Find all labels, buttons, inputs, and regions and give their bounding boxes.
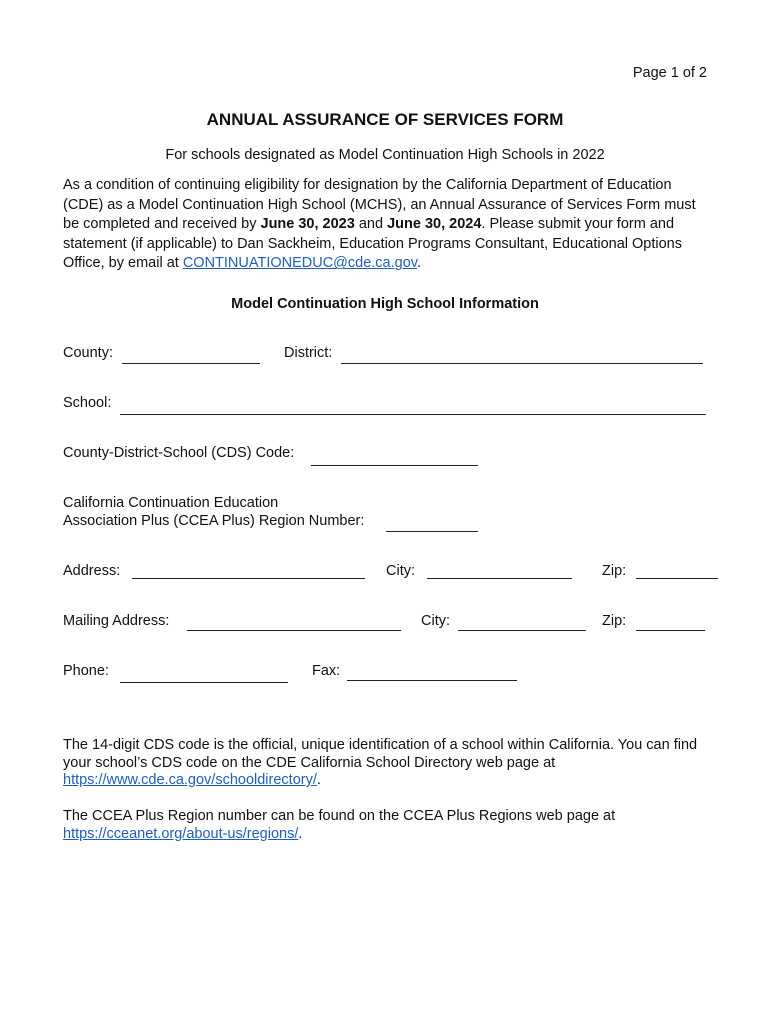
district-label: District:: [284, 345, 333, 361]
address-field[interactable]: [132, 578, 365, 579]
fax-field[interactable]: [347, 680, 517, 681]
section-title: Model Continuation High School Information: [231, 296, 539, 312]
school-label: School:: [63, 395, 112, 411]
page-indicator: Page 1 of 2: [632, 65, 707, 81]
phone-field[interactable]: [120, 682, 288, 683]
cds-code-note: [63, 737, 713, 790]
ccea-region-field[interactable]: [386, 531, 478, 532]
county-field[interactable]: [122, 363, 260, 364]
county-label: County:: [63, 345, 113, 361]
city-field[interactable]: [427, 578, 572, 579]
ccea-regions-link[interactable]: https://cceanet.org/about-us/regions/: [63, 825, 299, 842]
fax-label: Fax:: [312, 663, 341, 679]
cds-note-end: .: [316, 772, 321, 788]
intro-text-4: .: [416, 255, 421, 272]
mailing-zip-label: Zip:: [602, 613, 627, 629]
ccea-note-text: The CCEA Plus Region number can be found on the CCEA Plus Regions web page at: [63, 808, 616, 824]
district-field[interactable]: [341, 363, 703, 364]
school-field[interactable]: [120, 414, 706, 415]
ccea-note-end: .: [298, 825, 303, 842]
cds-code-label: County-District-School (CDS) Code:: [63, 445, 295, 461]
ccea-region-note: [63, 808, 713, 843]
intro-text-3: . Please submit your form and statement (if applicable) to Dan Sackheim, Education Programs Consultant, Educational Options Office, by email at: [63, 216, 682, 272]
zip-field[interactable]: [636, 578, 718, 579]
form-title: ANNUAL ASSURANCE OF SERVICES FORM: [206, 110, 564, 129]
cds-note-text: The 14-digit CDS code is the official, unique identification of a school within California. You can find your school’s CDS code on the CDE California School Directory web page at: [63, 737, 698, 771]
deadline-date-2: June 30, 2024: [387, 216, 482, 233]
phone-label: Phone:: [63, 663, 109, 679]
mailing-zip-field[interactable]: [636, 630, 705, 631]
school-directory-link[interactable]: https://www.cde.ca.gov/schooldirectory/: [63, 772, 317, 788]
intro-text-1: As a condition of continuing eligibility for designation by the California Department of Education (CDE) as a Model Continuation High School (MCHS), an Annual Assurance of Services Form must be completed and received by: [63, 177, 696, 233]
address-label: Address:: [63, 563, 121, 579]
city-label: City:: [386, 563, 415, 579]
mailing-city-label: City:: [421, 613, 450, 629]
form-subtitle: For schools designated as Model Continuation High Schools in 2022: [165, 147, 605, 163]
intro-paragraph: [63, 176, 713, 274]
mailing-address-field[interactable]: [187, 630, 401, 631]
zip-label: Zip:: [602, 563, 627, 579]
ccea-label-line2: Association Plus (CCEA Plus) Region Number:: [63, 513, 365, 529]
ccea-label-line1: California Continuation Education: [63, 495, 279, 511]
mailing-city-field[interactable]: [458, 630, 586, 631]
deadline-date-1: June 30, 2023: [260, 216, 355, 233]
mailing-address-label: Mailing Address:: [63, 613, 170, 629]
email-link[interactable]: CONTINUATIONEDUC@cde.ca.gov: [182, 255, 417, 272]
cds-code-field[interactable]: [311, 465, 478, 466]
intro-text-2: and: [354, 216, 388, 233]
